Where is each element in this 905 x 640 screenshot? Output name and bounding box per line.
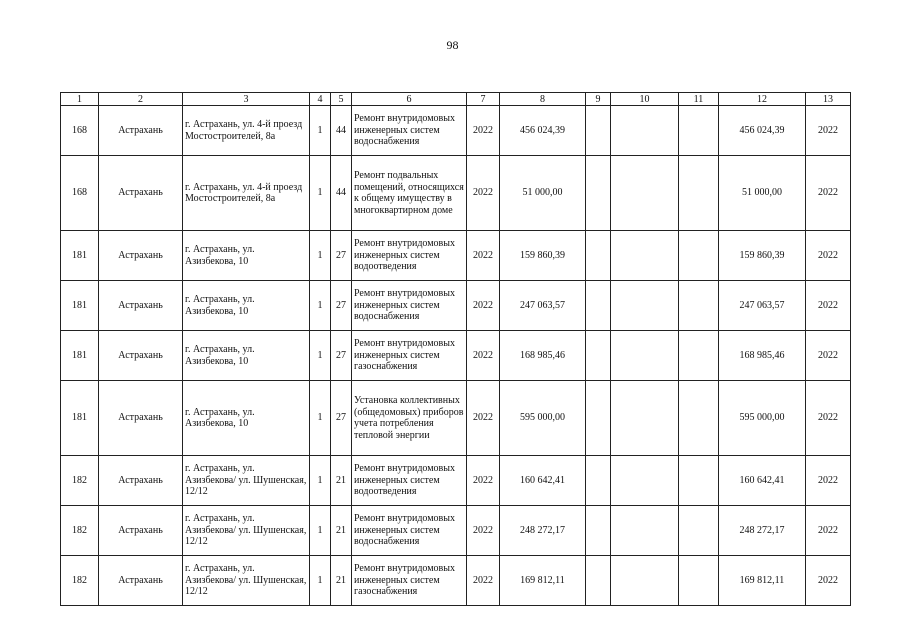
municipality: Астрахань <box>99 556 183 606</box>
col-5: 44 <box>331 156 352 231</box>
col-5: 21 <box>331 456 352 506</box>
row-number: 168 <box>61 156 99 231</box>
col-9 <box>586 331 611 381</box>
year: 2022 <box>467 556 500 606</box>
col-5: 21 <box>331 556 352 606</box>
col-10 <box>611 106 679 156</box>
col-12-cost: 595 000,00 <box>719 381 806 456</box>
municipality: Астрахань <box>99 106 183 156</box>
total-cost: 168 985,46 <box>500 331 586 381</box>
total-cost: 595 000,00 <box>500 381 586 456</box>
col-5: 27 <box>331 331 352 381</box>
table-row <box>61 156 851 231</box>
work-type: Ремонт подвальных помещений, относящихся к общему имуществу в многоквартирном доме <box>352 156 467 231</box>
col-12-cost: 247 063,57 <box>719 281 806 331</box>
municipality: Астрахань <box>99 381 183 456</box>
col-13-year: 2022 <box>806 506 851 556</box>
table-row <box>61 456 851 506</box>
work-type: Ремонт внутридомовых инженерных систем водоотведения <box>352 456 467 506</box>
table-row <box>61 281 851 331</box>
total-cost: 169 812,11 <box>500 556 586 606</box>
year: 2022 <box>467 106 500 156</box>
col-12-cost: 456 024,39 <box>719 106 806 156</box>
address: г. Астрахань, ул. Азизбекова, 10 <box>183 281 310 331</box>
table-row <box>61 381 851 456</box>
col-9 <box>586 556 611 606</box>
municipality: Астрахань <box>99 156 183 231</box>
register-table <box>60 92 851 606</box>
year: 2022 <box>467 381 500 456</box>
col-4: 1 <box>310 281 331 331</box>
table-row <box>61 556 851 606</box>
col-9 <box>586 506 611 556</box>
col-9 <box>586 156 611 231</box>
column-header: 10 <box>611 93 679 106</box>
col-10 <box>611 331 679 381</box>
col-11 <box>679 331 719 381</box>
col-12-cost: 169 812,11 <box>719 556 806 606</box>
col-9 <box>586 381 611 456</box>
col-10 <box>611 231 679 281</box>
col-4: 1 <box>310 556 331 606</box>
row-number: 168 <box>61 106 99 156</box>
page-number: 98 <box>446 38 459 52</box>
total-cost: 160 642,41 <box>500 456 586 506</box>
row-number: 182 <box>61 506 99 556</box>
year: 2022 <box>467 156 500 231</box>
col-4: 1 <box>310 331 331 381</box>
col-4: 1 <box>310 456 331 506</box>
address: г. Астрахань, ул. Азизбекова, 10 <box>183 231 310 281</box>
column-header: 12 <box>719 93 806 106</box>
row-number: 181 <box>61 281 99 331</box>
work-type: Ремонт внутридомовых инженерных систем водоснабжения <box>352 281 467 331</box>
work-type: Установка коллективных (общедомовых) приборов учета потребления тепловой энергии <box>352 381 467 456</box>
col-12-cost: 248 272,17 <box>719 506 806 556</box>
col-10 <box>611 506 679 556</box>
col-11 <box>679 381 719 456</box>
col-5: 27 <box>331 381 352 456</box>
year: 2022 <box>467 281 500 331</box>
column-header: 13 <box>806 93 851 106</box>
col-10 <box>611 281 679 331</box>
col-11 <box>679 281 719 331</box>
address: г. Астрахань, ул. Азизбекова/ ул. Шушенская, 12/12 <box>183 506 310 556</box>
col-4: 1 <box>310 381 331 456</box>
col-13-year: 2022 <box>806 556 851 606</box>
municipality: Астрахань <box>99 506 183 556</box>
col-5: 44 <box>331 106 352 156</box>
work-type: Ремонт внутридомовых инженерных систем водоотведения <box>352 231 467 281</box>
table-row <box>61 231 851 281</box>
municipality: Астрахань <box>99 281 183 331</box>
total-cost: 456 024,39 <box>500 106 586 156</box>
col-10 <box>611 381 679 456</box>
column-header: 3 <box>183 93 310 106</box>
col-12-cost: 51 000,00 <box>719 156 806 231</box>
col-4: 1 <box>310 231 331 281</box>
municipality: Астрахань <box>99 331 183 381</box>
header-row <box>61 93 851 106</box>
row-number: 182 <box>61 556 99 606</box>
col-9 <box>586 456 611 506</box>
work-type: Ремонт внутридомовых инженерных систем газоснабжения <box>352 556 467 606</box>
col-9 <box>586 231 611 281</box>
municipality: Астрахань <box>99 456 183 506</box>
col-10 <box>611 456 679 506</box>
col-13-year: 2022 <box>806 106 851 156</box>
column-header: 6 <box>352 93 467 106</box>
work-type: Ремонт внутридомовых инженерных систем водоснабжения <box>352 506 467 556</box>
col-11 <box>679 456 719 506</box>
year: 2022 <box>467 456 500 506</box>
col-12-cost: 159 860,39 <box>719 231 806 281</box>
col-5: 27 <box>331 231 352 281</box>
col-11 <box>679 556 719 606</box>
col-11 <box>679 231 719 281</box>
col-9 <box>586 281 611 331</box>
total-cost: 247 063,57 <box>500 281 586 331</box>
col-10 <box>611 556 679 606</box>
row-number: 182 <box>61 456 99 506</box>
col-12-cost: 168 985,46 <box>719 331 806 381</box>
column-header: 2 <box>99 93 183 106</box>
row-number: 181 <box>61 331 99 381</box>
col-4: 1 <box>310 106 331 156</box>
work-type: Ремонт внутридомовых инженерных систем водоснабжения <box>352 106 467 156</box>
year: 2022 <box>467 506 500 556</box>
address: г. Астрахань, ул. 4-й проезд Мостостроителей, 8а <box>183 156 310 231</box>
col-11 <box>679 156 719 231</box>
table-row <box>61 506 851 556</box>
municipality: Астрахань <box>99 231 183 281</box>
total-cost: 159 860,39 <box>500 231 586 281</box>
address: г. Астрахань, ул. Азизбекова/ ул. Шушенская, 12/12 <box>183 456 310 506</box>
total-cost: 248 272,17 <box>500 506 586 556</box>
column-header: 4 <box>310 93 331 106</box>
col-13-year: 2022 <box>806 231 851 281</box>
col-13-year: 2022 <box>806 331 851 381</box>
column-header: 5 <box>331 93 352 106</box>
col-9 <box>586 106 611 156</box>
column-header: 9 <box>586 93 611 106</box>
address: г. Астрахань, ул. Азизбекова, 10 <box>183 381 310 456</box>
table-row <box>61 331 851 381</box>
column-header: 7 <box>467 93 500 106</box>
address: г. Астрахань, ул. Азизбекова/ ул. Шушенская, 12/12 <box>183 556 310 606</box>
year: 2022 <box>467 231 500 281</box>
year: 2022 <box>467 331 500 381</box>
column-header: 1 <box>61 93 99 106</box>
col-13-year: 2022 <box>806 281 851 331</box>
col-11 <box>679 506 719 556</box>
address: г. Астрахань, ул. Азизбекова, 10 <box>183 331 310 381</box>
total-cost: 51 000,00 <box>500 156 586 231</box>
col-5: 27 <box>331 281 352 331</box>
row-number: 181 <box>61 231 99 281</box>
col-12-cost: 160 642,41 <box>719 456 806 506</box>
col-13-year: 2022 <box>806 381 851 456</box>
table-row <box>61 106 851 156</box>
column-header: 11 <box>679 93 719 106</box>
col-4: 1 <box>310 506 331 556</box>
col-5: 21 <box>331 506 352 556</box>
column-header: 8 <box>500 93 586 106</box>
work-type: Ремонт внутридомовых инженерных систем газоснабжения <box>352 331 467 381</box>
row-number: 181 <box>61 381 99 456</box>
col-4: 1 <box>310 156 331 231</box>
col-13-year: 2022 <box>806 156 851 231</box>
col-10 <box>611 156 679 231</box>
col-11 <box>679 106 719 156</box>
col-13-year: 2022 <box>806 456 851 506</box>
address: г. Астрахань, ул. 4-й проезд Мостостроителей, 8а <box>183 106 310 156</box>
